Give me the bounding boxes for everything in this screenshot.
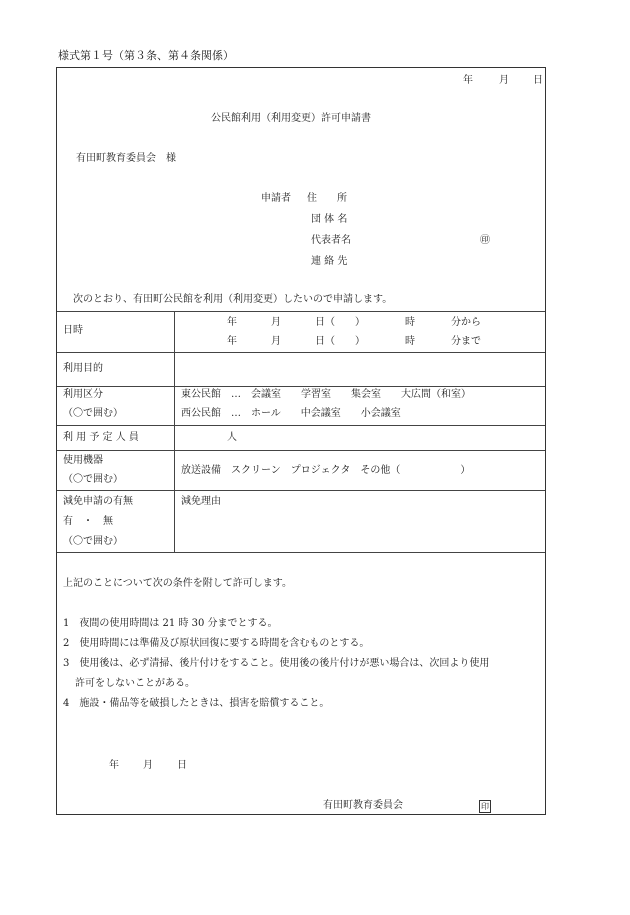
- table-top-border: [57, 311, 545, 312]
- datetime-label: 日時: [63, 325, 83, 336]
- row-divider: [57, 352, 545, 353]
- row-divider: [57, 425, 545, 426]
- application-intro: 次のとおり、有田町公民館を利用（利用変更）したいので申請します。: [73, 294, 393, 305]
- permit-date-month: 月: [143, 760, 153, 771]
- exemption-reason-label: 減免理由: [181, 496, 221, 507]
- datetime-end-month: 月: [271, 336, 281, 347]
- row-divider: [57, 450, 545, 451]
- category-label: 利用区分: [63, 389, 103, 400]
- exemption-options: 有 ・ 無: [63, 516, 113, 527]
- row-divider: [57, 386, 545, 387]
- datetime-end-day: 日（: [315, 336, 335, 347]
- permit-intro: 上記のことについて次の条件を附して許可します。: [63, 578, 292, 589]
- permit-condition-1: 1 夜間の使用時間は 21 時 30 分までとする。: [63, 618, 278, 629]
- datetime-end-hour: 時: [405, 336, 415, 347]
- datetime-start-hour: 時: [405, 317, 415, 328]
- column-divider: [174, 311, 175, 552]
- permit-date-year: 年: [109, 760, 119, 771]
- permit-condition-3-continued: 許可をしないことがある。: [75, 678, 195, 689]
- header-date-month: 月: [499, 75, 509, 86]
- issuer-name: 有田町教育委員会: [323, 800, 403, 811]
- equipment-label: 使用機器: [63, 455, 103, 466]
- category-note: （〇で囲む）: [63, 408, 123, 419]
- row-divider: [57, 490, 545, 491]
- applicant-seal-mark: ㊞: [480, 235, 490, 246]
- applicant-contact-label: 連 絡 先: [311, 256, 348, 267]
- applicant-label: 申請者: [261, 193, 291, 204]
- equipment-note: （〇で囲む）: [63, 474, 123, 485]
- datetime-start-month: 月: [271, 317, 281, 328]
- equipment-options: 放送設備 スクリーン プロジェクタ その他（ ）: [181, 465, 471, 476]
- permit-condition-4: 4 施設・備品等を破損したときは、損害を賠償すること。: [63, 698, 330, 709]
- category-east-options: 東公民館 … 会議室 学習室 集会室 大広間（和室）: [181, 389, 471, 400]
- datetime-start-day: 日（: [315, 317, 335, 328]
- exemption-label: 減免申請の有無: [63, 496, 133, 507]
- datetime-end-weekday-close: ）: [355, 336, 365, 347]
- issuer-seal-box: 印: [481, 802, 489, 811]
- category-west-options: 西公民館 … ホール 中会議室 小会議室: [181, 408, 401, 419]
- datetime-end-minute: 分まで: [451, 336, 481, 347]
- form-title: 公民館利用（利用変更）許可申請書: [211, 113, 371, 124]
- purpose-label: 利用目的: [63, 363, 103, 374]
- header-date-year: 年: [463, 75, 473, 86]
- applicant-group-label: 団 体 名: [311, 214, 348, 225]
- permit-date-day: 日: [177, 760, 187, 771]
- applicant-representative-label: 代表者名: [311, 235, 351, 246]
- applicant-address-label: 住 所: [307, 193, 347, 204]
- permit-condition-3: 3 使用後は、必ず清掃、後片付けをすること。使用後の後片付けが悪い場合は、次回より使用: [63, 658, 490, 669]
- datetime-start-weekday-close: ）: [355, 317, 365, 328]
- datetime-start-minute: 分から: [451, 317, 481, 328]
- form-number-label: 様式第１号（第３条、第４条関係）: [58, 49, 234, 62]
- people-label: 利 用 予 定 人 員: [63, 432, 139, 443]
- people-unit: 人: [227, 432, 237, 443]
- header-date-day: 日: [533, 75, 543, 86]
- datetime-end-year: 年: [227, 336, 237, 347]
- table-bottom-border: [57, 552, 545, 553]
- application-form: [56, 67, 546, 815]
- addressee: 有田町教育委員会 様: [76, 153, 176, 164]
- datetime-start-year: 年: [227, 317, 237, 328]
- exemption-note: （〇で囲む）: [63, 536, 123, 547]
- permit-condition-2: 2 使用時間には準備及び原状回復に要する時間を含むものとする。: [63, 638, 370, 649]
